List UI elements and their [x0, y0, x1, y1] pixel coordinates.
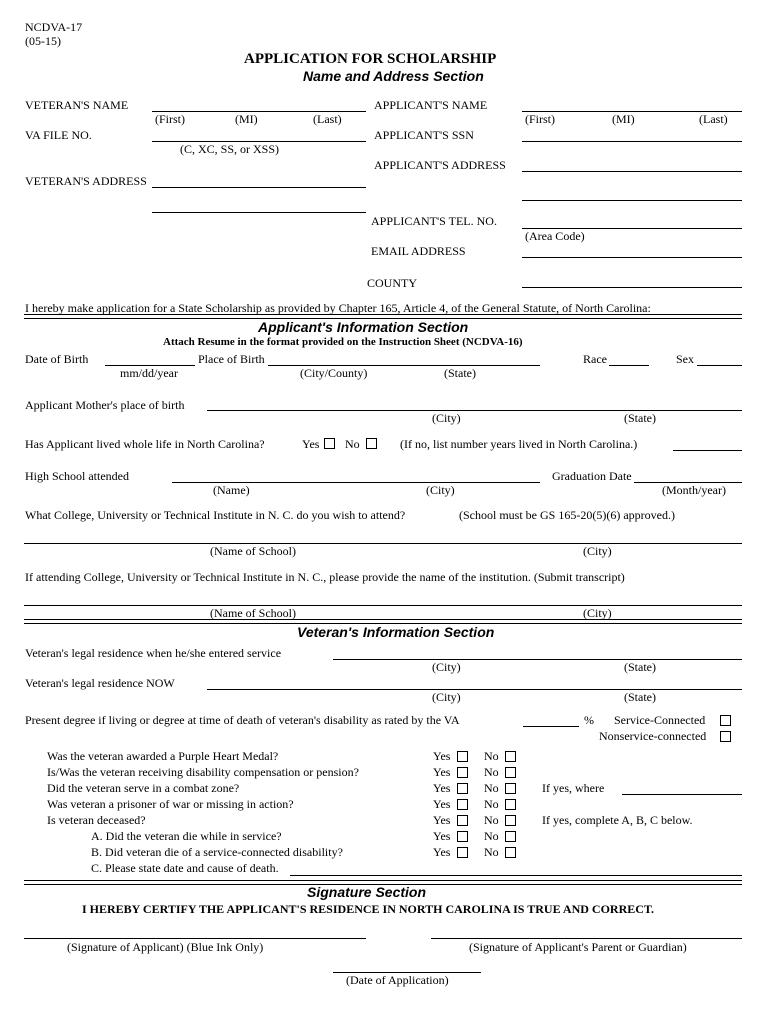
name-section-heading: Name and Address Section [303, 68, 484, 84]
combat-zone-yes-checkbox[interactable] [457, 783, 468, 794]
veteran-address-label: VETERAN'S ADDRESS [25, 174, 147, 188]
deceased-yes-checkbox[interactable] [457, 815, 468, 826]
veteran-address-field-2[interactable] [152, 212, 366, 213]
combat-zone-where-field[interactable] [622, 794, 742, 795]
compensation-no-checkbox[interactable] [505, 767, 516, 778]
pow-yes-checkbox[interactable] [457, 799, 468, 810]
veteran-name-label: VETERAN'S NAME [25, 98, 129, 112]
form-code: NCDVA-17 [25, 20, 83, 34]
attending-school-hint: (Name of School) [210, 606, 296, 620]
va-file-no-label: VA FILE NO. [25, 128, 92, 142]
applicant-address-field-1[interactable] [522, 171, 742, 172]
veteran-address-field-1[interactable] [152, 187, 366, 188]
college-city-hint: (City) [583, 544, 612, 558]
college-school-hint: (Name of School) [210, 544, 296, 558]
lived-nc-question: Has Applicant lived whole life in North Carolina? [25, 437, 265, 451]
lived-nc-no-label: No [345, 437, 360, 451]
graduation-date-label: Graduation Date [552, 469, 632, 483]
applicant-address-label: APPLICANT'S ADDRESS [374, 158, 506, 172]
purple-heart-no-checkbox[interactable] [505, 751, 516, 762]
mother-birth-label: Applicant Mother's place of birth [25, 398, 185, 412]
college-choice-field[interactable] [24, 543, 742, 544]
mother-state-hint: (State) [624, 411, 656, 425]
yes-label: Yes [433, 845, 451, 859]
mother-birth-field[interactable] [207, 410, 742, 411]
applicant-name-label: APPLICANT'S NAME [374, 98, 488, 112]
question-died-service-connected: B. Did veteran die of a service-connected disability? [91, 845, 343, 859]
applicant-tel-label: APPLICANT'S TEL. NO. [371, 214, 497, 228]
form-date: (05-15) [25, 34, 61, 48]
applicant-ssn-field[interactable] [522, 141, 742, 142]
date-cause-of-death-field[interactable] [290, 875, 742, 876]
question-deceased: Is veteran deceased? [47, 813, 146, 827]
applicant-signature-label: (Signature of Applicant) (Blue Ink Only) [67, 940, 264, 954]
race-field[interactable] [609, 365, 649, 366]
attach-resume-note: Attach Resume in the format provided on the Instruction Sheet (NCDVA-16) [163, 336, 523, 348]
if-yes-where-label: If yes, where [542, 781, 605, 795]
residence-now-field[interactable] [207, 689, 742, 690]
nonservice-connected-checkbox[interactable] [720, 731, 731, 742]
died-in-service-no-checkbox[interactable] [505, 831, 516, 842]
residence-now-label: Veteran's legal residence NOW [25, 676, 175, 690]
pow-no-checkbox[interactable] [505, 799, 516, 810]
no-label: No [484, 781, 499, 795]
yes-label: Yes [433, 781, 451, 795]
sex-field[interactable] [697, 365, 742, 366]
residence-entered-label: Veteran's legal residence when he/she entered service [25, 646, 282, 660]
question-pow-mia: Was veteran a prisoner of war or missing in action? [47, 797, 294, 811]
county-label: COUNTY [367, 276, 417, 290]
question-disability-compensation: Is/Was the veteran receiving disability compensation or pension? [47, 765, 359, 779]
residence-entered-city-hint: (City) [432, 660, 461, 674]
applicant-last-hint: (Last) [699, 112, 728, 126]
died-service-connected-no-checkbox[interactable] [505, 847, 516, 858]
yes-label: Yes [433, 797, 451, 811]
died-in-service-yes-checkbox[interactable] [457, 831, 468, 842]
question-died-in-service: A. Did the veteran die while in service? [91, 829, 282, 843]
parent-signature-field[interactable] [431, 938, 742, 939]
lived-nc-yes-checkbox[interactable] [324, 438, 335, 449]
month-year-hint: (Month/year) [662, 483, 726, 497]
veteran-last-hint: (Last) [313, 112, 342, 126]
question-purple-heart: Was the veteran awarded a Purple Heart Medal? [47, 749, 279, 763]
applicant-first-hint: (First) [525, 112, 555, 126]
compensation-yes-checkbox[interactable] [457, 767, 468, 778]
applicant-address-field-2[interactable] [522, 200, 742, 201]
if-yes-complete-note: If yes, complete A, B, C below. [542, 813, 693, 827]
certify-statement: I HEREBY CERTIFY THE APPLICANT'S RESIDENCE IN NORTH CAROLINA IS TRUE AND CORRECT. [82, 902, 655, 916]
service-connected-checkbox[interactable] [720, 715, 731, 726]
disability-degree-question: Present degree if living or degree at time of death of veteran's disability as rated by the VA [25, 713, 460, 727]
disability-percent-field[interactable] [523, 726, 579, 727]
no-label: No [484, 765, 499, 779]
applicant-section-heading: Applicant's Information Section [258, 319, 469, 335]
city-county-hint: (City/County) [300, 366, 368, 380]
attending-question: If attending College, University or Technical Institute in N. C., please provide the name of the institution. (Submit transcript) [25, 570, 625, 584]
lived-nc-note: (If no, list number years lived in North Carolina.) [400, 437, 638, 451]
residence-entered-state-hint: (State) [624, 660, 656, 674]
no-label: No [484, 813, 499, 827]
college-note: (School must be GS 165-20(5)(6) approved.) [459, 508, 675, 522]
lived-nc-no-checkbox[interactable] [366, 438, 377, 449]
question-date-cause-of-death: C. Please state date and cause of death. [91, 861, 279, 875]
purple-heart-yes-checkbox[interactable] [457, 751, 468, 762]
attending-city-hint: (City) [583, 606, 612, 620]
residence-entered-field[interactable] [333, 659, 742, 660]
sex-label: Sex [676, 352, 694, 366]
place-of-birth-label: Place of Birth [198, 352, 265, 366]
deceased-no-checkbox[interactable] [505, 815, 516, 826]
application-date-label: (Date of Application) [346, 973, 449, 987]
signature-section-heading: Signature Section [307, 884, 427, 900]
residence-now-state-hint: (State) [624, 690, 656, 704]
high-school-name-hint: (Name) [213, 483, 250, 497]
years-lived-field[interactable] [673, 450, 742, 451]
pob-state-hint: (State) [444, 366, 476, 380]
dob-format-hint: mm/dd/year [120, 366, 178, 380]
veteran-mi-hint: (MI) [235, 112, 258, 126]
dob-label: Date of Birth [25, 352, 89, 366]
high-school-city-hint: (City) [426, 483, 455, 497]
attending-institution-field[interactable] [24, 605, 742, 606]
va-file-hint: (C, XC, SS, or XSS) [180, 142, 280, 156]
no-label: No [484, 797, 499, 811]
percent-sign: % [584, 713, 594, 727]
veteran-first-hint: (First) [155, 112, 185, 126]
form-title: APPLICATION FOR SCHOLARSHIP [244, 51, 497, 67]
college-question: What College, University or Technical Institute in N. C. do you wish to attend? [25, 508, 406, 522]
died-service-connected-yes-checkbox[interactable] [457, 847, 468, 858]
applicant-ssn-label: APPLICANT'S SSN [374, 128, 474, 142]
combat-zone-no-checkbox[interactable] [505, 783, 516, 794]
lived-nc-yes-label: Yes [302, 437, 320, 451]
email-field[interactable] [522, 257, 742, 258]
yes-label: Yes [433, 765, 451, 779]
yes-label: Yes [433, 749, 451, 763]
applicant-mi-hint: (MI) [612, 112, 635, 126]
county-field[interactable] [522, 287, 742, 288]
parent-signature-label: (Signature of Applicant's Parent or Guardian) [469, 940, 687, 954]
veteran-section-heading: Veteran's Information Section [297, 624, 495, 640]
no-label: No [484, 749, 499, 763]
application-statement: I hereby make application for a State Scholarship as provided by Chapter 165, Article 4, of the General Statute, of North Carolina: [25, 301, 651, 315]
residence-now-city-hint: (City) [432, 690, 461, 704]
no-label: No [484, 829, 499, 843]
yes-label: Yes [433, 813, 451, 827]
question-combat-zone: Did the veteran serve in a combat zone? [47, 781, 240, 795]
high-school-label: High School attended [25, 469, 129, 483]
area-code-hint: (Area Code) [525, 229, 585, 243]
race-label: Race [583, 352, 607, 366]
nonservice-connected-label: Nonservice-connected [599, 729, 707, 743]
no-label: No [484, 845, 499, 859]
yes-label: Yes [433, 829, 451, 843]
service-connected-label: Service-Connected [614, 713, 706, 727]
applicant-signature-field[interactable] [24, 938, 366, 939]
email-label: EMAIL ADDRESS [371, 244, 466, 258]
mother-city-hint: (City) [432, 411, 461, 425]
